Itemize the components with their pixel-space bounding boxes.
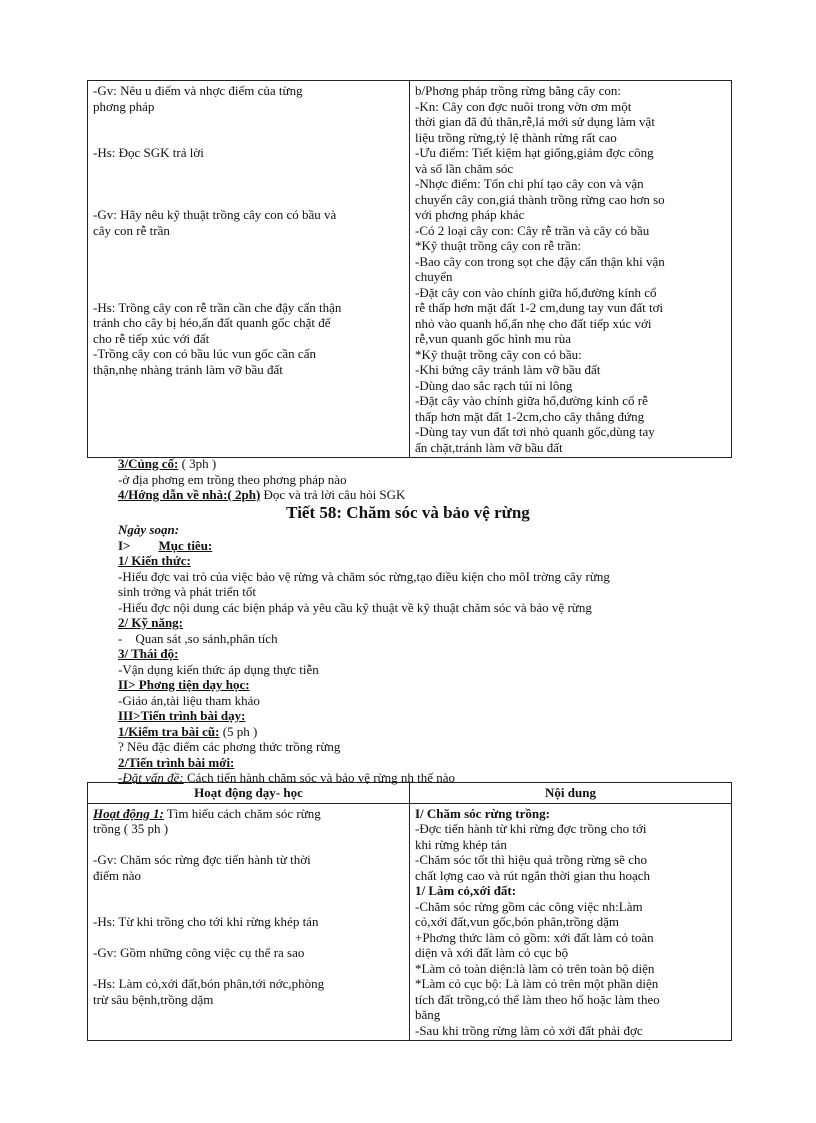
review-heading: 1/Kiểm tra bài cũ: — [118, 723, 220, 739]
content-header: Nội dung — [410, 783, 732, 804]
text-line: điểm nào — [93, 867, 142, 883]
text-line: thận,nhẹ nhàng tránh làm vỡ bầu đất — [93, 361, 283, 377]
lesson-plan-body — [118, 522, 758, 786]
materials-heading: II> Phơng tiện dạy học: — [118, 677, 250, 692]
text-line: chuyển cây con,giá thành trồng rừng cao hơn so — [415, 191, 665, 207]
section-heading: I/ Chăm sóc rừng trồng: — [415, 805, 550, 821]
text-line: -Chăm sóc tốt thì hiệu quả trồng rừng sẽ cho — [415, 852, 647, 867]
text-line: -Khi bứng cây tránh làm vỡ bầu đất — [415, 362, 601, 377]
knowledge-line: sinh trởng và phát triển tốt — [118, 584, 256, 599]
activity-header: Hoạt động dạy- học — [88, 783, 410, 804]
skills-line: - Quan sát ,so sánh,phân tích — [118, 630, 278, 646]
lesson-table-1 — [87, 80, 732, 458]
consolidation-time: ( 3ph ) — [178, 456, 217, 471]
new-lesson-heading: 2/Tiến trình bài mới: — [118, 754, 235, 770]
attitude-heading: 3/ Thái độ: — [118, 646, 179, 661]
problem-label: -Đặt vấn đề: — [118, 770, 184, 785]
text-line: nhỏ vào quanh hố,ấn nhẹ cho đất tiếp xúc với — [415, 315, 652, 331]
problem-text: Cách tiến hành chăm sóc và bảo vệ rừng nh thế nào — [183, 770, 455, 785]
text-line: rễ,vun quanh gốc hình mu rùa — [415, 331, 571, 346]
text-line: phơng pháp — [93, 98, 155, 114]
knowledge-line: -Hiểu đợc vai trò của việc bảo vệ rừng và chăm sóc rừng,tạo điều kiện cho môI trờng cây rừng — [118, 568, 610, 584]
knowledge-line: -Hiểu đợc nội dung các biện pháp và yêu cầu kỹ thuật về kỹ thuật chăm sóc và bảo vệ rừng — [118, 599, 592, 615]
text-line: liệu trồng rừng,tỷ lệ thành rừng rất cao — [415, 129, 617, 145]
attitude-line: -Vận dụng kiến thức áp dụng thực tiễn — [118, 661, 319, 677]
text-line: -Hs: Làm cỏ,xới đất,bón phân,tới nớc,phòng — [93, 976, 325, 991]
text-line: -Chăm sóc rừng gồm các công việc nh:Làm — [415, 898, 643, 914]
text-line: -Gv: Chăm sóc rừng đợc tiến hành từ thời — [93, 852, 311, 867]
text-line: cho rễ tiếp xúc với đất — [93, 330, 210, 346]
text-line: +Phơng thức làm cỏ gồm: xới đất làm cỏ toàn — [415, 929, 654, 945]
text-line: -Dùng tay vun đất tơi nhỏ quanh gốc,dùng tay — [415, 424, 655, 439]
text-line: *Làm cỏ cục bộ: Là làm cỏ trên một phần diện — [415, 976, 659, 991]
text-line: -Hs: Trồng cây con rễ trần cần che đậy cẩn thận — [93, 299, 342, 315]
text-line: -Gv: Hãy nêu kỹ thuật trồng cây con có bầu và — [93, 207, 337, 222]
text-line: -Gv: Gồm những công việc cụ thể ra sao — [93, 945, 305, 960]
text-line: -Đặt cây vào chính giữa hố,đường kính cổ rễ — [415, 393, 648, 408]
text-line: -Sau khi trồng rừng làm cỏ xới đất phải đợc — [415, 1022, 643, 1038]
text-line: -Kn: Cây con đợc nuôi trong vờn ơm một — [415, 98, 632, 114]
text-line: *Làm cỏ toàn diện:là làm cỏ trên toàn bộ diện — [415, 960, 655, 976]
text-line: tránh cho cây bị héo,ấn đất quanh gốc chặt để — [93, 315, 331, 330]
text-line: với phơng pháp khác — [415, 207, 525, 222]
consolidation-section — [118, 456, 758, 503]
homework-heading: 4/Hớng dẫn về nhà:( 2ph) — [118, 487, 261, 502]
text-line: cỏ,xới đất,vun gốc,bón phân,trồng dặm — [415, 914, 620, 929]
text-line: -Bao cây con trong sọt che đậy cẩn thận khi vận — [415, 253, 665, 269]
text-line: ấn chặt,tránh làm vỡ bầu đất — [415, 439, 563, 455]
date-label: Ngày soạn: — [118, 522, 180, 537]
text-line: -Hs: Đọc SGK trả lời — [93, 145, 204, 160]
text-line: và số lần chăm sóc — [415, 160, 514, 176]
text-line: -Có 2 loại cây con: Cây rễ trần và cây có bầu — [415, 222, 650, 238]
knowledge-heading: 1/ Kiến thức: — [118, 553, 191, 568]
text-line: cây con rễ trần — [93, 222, 170, 238]
activity-label: Hoạt động 1: — [93, 805, 164, 821]
materials-line: -Giáo án,tài liệu tham khảo — [118, 692, 260, 708]
review-question: ? Nêu đặc điểm các phơng thức trồng rừng — [118, 739, 341, 754]
text-line: -Đặt cây con vào chính giữa hố,đường kính cổ — [415, 284, 657, 300]
text-line: b/Phơng pháp trồng rừng bằng cây con: — [415, 83, 621, 98]
text-line: -Gv: Nêu u điểm và nhợc điểm của từng — [93, 83, 303, 98]
objectives-heading: Mục tiêu: — [158, 537, 213, 553]
text-line: khi rừng khép tán — [415, 836, 507, 852]
text-line: trồng ( 35 ph ) — [93, 821, 169, 836]
text-line: chất lợng cao và rút ngắn thời gian thu hoạch — [415, 867, 651, 883]
text-line: băng — [415, 1007, 441, 1022]
text-line: thấp hơn mặt đất 1-2cm,cho cây thẳng đứng — [415, 408, 645, 424]
homework-text: Đọc và trả lời câu hỏi SGK — [260, 487, 406, 502]
procedure-heading: III>Tiến trình bài dạy: — [118, 708, 246, 723]
content-column — [410, 81, 732, 458]
text-line: tích đất trồng,có thể làm theo hố hoặc làm theo — [415, 991, 660, 1007]
subsection-heading: 1/ Làm cỏ,xới đất: — [415, 883, 517, 898]
text-line: *Kỹ thuật trồng cây con có bầu: — [415, 346, 582, 362]
objectives-roman: I> — [118, 537, 131, 553]
text-line: rễ thấp hơn mặt đất 1-2 cm,dung tay vun đất tơi — [415, 300, 664, 315]
text-line: -Ưu điểm: Tiết kiệm hạt giống,giảm đợc công — [415, 145, 654, 160]
text-line: trừ sâu bệnh,trồng dặm — [93, 991, 214, 1007]
text-line: -Trồng cây con có bầu lúc vun gốc cần cẩn — [93, 346, 316, 361]
text-line: -Dùng dao sắc rạch túi ni lông — [415, 377, 573, 393]
lesson-title: Tiết 58: Chăm sóc và bảo vệ rừng — [286, 503, 530, 522]
text-line: *Kỹ thuật trồng cây con rễ trần: — [415, 238, 582, 253]
consolidation-heading: 3/Củng cố: — [118, 456, 179, 471]
text-line: -Nhợc điểm: Tốn chi phí tạo cây con và vận — [415, 176, 644, 191]
text-line: thời gian đã đủ thân,rễ,lá mới sử dụng làm vật — [415, 114, 655, 129]
content-column — [410, 803, 732, 1041]
text-line: chuyển — [415, 269, 453, 284]
review-time: (5 ph ) — [219, 723, 258, 739]
text-line: -Hs: Từ khi trồng cho tới khi rừng khép tán — [93, 914, 319, 929]
consolidation-question: -ở địa phơng em trồng theo phơng pháp nào — [118, 471, 347, 487]
text-line: -Đợc tiến hành từ khi rừng đợc trồng cho tới — [415, 821, 647, 836]
lesson-table-2 — [87, 782, 732, 1041]
text-line: diện và xới đất làm cỏ cục bộ — [415, 945, 569, 960]
skills-heading: 2/ Kỹ năng: — [118, 615, 184, 630]
activity-column — [88, 803, 410, 1041]
activity-column — [88, 81, 410, 458]
activity-title: Tìm hiểu cách chăm sóc rừng — [163, 805, 321, 821]
